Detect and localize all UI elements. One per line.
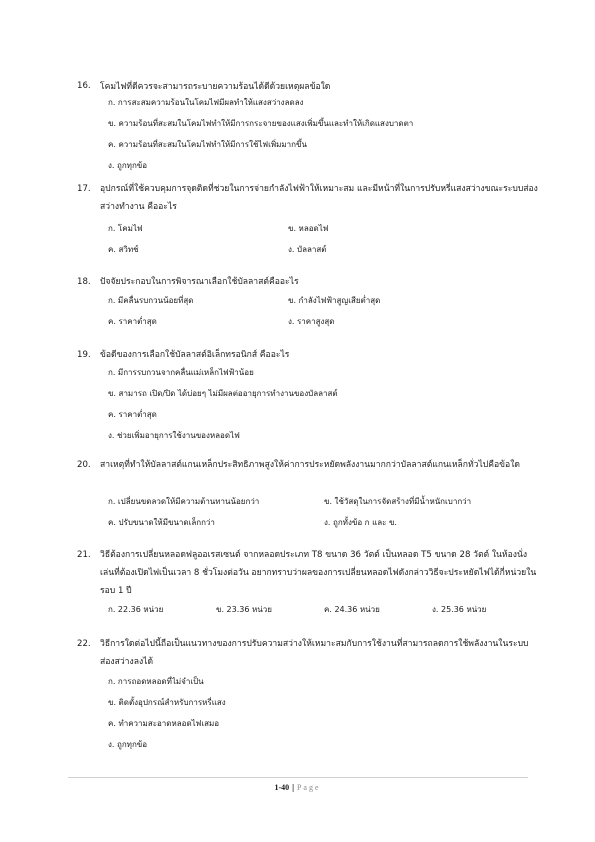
question-text: อุปกรณ์ที่ใช้ควบคุมการจุดติดที่ช่วยในการจ่ายกำลังไฟฟ้าให้เหมาะสม และมีหน้าที่ในการปรับหรี่แสงสว่างขณะระบบส่องสว่างทำงาน คืออะไร [100,184,538,212]
question-text: ข้อดีของการเลือกใช้บัลลาสต์อิเล็กทรอนิกส์ คืออะไร [100,350,290,360]
option-b: ข. ใช้วัสดุในการจัดสร้างที่มีน้ำหนักเบากว่า [324,497,472,506]
footer-separator: | [291,783,295,792]
option-b: ข. ความร้อนที่สะสมในโคมไฟทำให้มีการกระจายของแสงเพิ่มขึ้นและทำให้เกิดแสงบาดตา [108,119,414,128]
option-a: ก. โคมไฟ [108,224,143,233]
option-b: ข. กำลังไฟฟ้าสูญเสียต่ำสุด [288,296,381,305]
question-number: 17. [77,184,91,194]
option-d: ง. บัลลาสต์ [288,245,327,254]
option-a: ก. การสะสมความร้อนในโคมไฟมีผลทำให้แสงสว่างลดลง [108,98,304,107]
option-c: ค. ความร้อนที่สะสมในโคมไฟทำให้มีการใช้ไฟเพิ่มมากขึ้น [108,140,307,149]
question-text: วิธีการใดต่อไปนี้ถือเป็นแนวทางของการปรับความสว่างให้เหมาะสมกับการใช้งานที่สามารถลดการใช้พลังงานในระบบส่องสว่างลงได้ [100,639,529,667]
option-a: ก. การถอดหลอดที่ไม่จำเป็น [108,677,204,686]
option-d: ง. ถูกทั้งข้อ ก และ ข. [324,518,397,527]
question-number: 19. [77,350,91,360]
question-number: 21. [77,550,91,560]
footer-divider [68,777,528,778]
question-number: 18. [77,277,91,287]
question-text: วิธีต้องการเปลี่ยนหลอดฟลูออเรสเซนต์ จากหลอดประเภท T8 ขนาด 36 วัตต์ เป็นหลอด T5 ขนาด 28 วัตต์ ในห้องนั่งเล่นที่ต้องเปิดไฟเป็นเวลา 8 ชั่วโมงต่อวัน อยากทราบว่าผลของการเปลี่ยนหลอดไฟดังกล่าววิธีจะประหยัดไฟได้กี่หน่วยในรอบ 1 ปี [100,550,537,596]
option-d: ง. ช่วยเพิ่มอายุการใช้งานของหลอดไฟ [108,431,240,440]
option-a: ก. มีการรบกวนจากคลื่นแม่เหล็กไฟฟ้าน้อย [108,368,254,377]
option-c: ค. ราคาต่ำสุด [108,317,157,326]
option-b: ข. หลอดไฟ [288,224,329,233]
question-text: ปัจจัยประกอบในการพิจารณาเลือกใช้บัลลาสต์คืออะไร [100,277,299,287]
option-d: ง. ถูกทุกข้อ [108,740,148,749]
option-a: ก. 22.36 หน่วย [108,605,164,614]
question-number: 16. [77,81,91,91]
option-d: ง. ราคาสูงสุด [288,317,335,326]
question-text: โคมไฟที่ดีควรจะสามารถระบายความร้อนได้ดีด้วยเหตุผลข้อใด [100,82,331,92]
option-d: ง. ถูกทุกข้อ [108,161,148,170]
option-c: ค. ปรับขนาดให้มีขนาดเล็กกว่า [108,518,215,527]
page-label: Page [296,783,321,792]
option-c: ค. ทำความสะอาดหลอดไฟเสมอ [108,719,220,728]
option-c: ค. สวิทช์ [108,245,139,254]
question-number: 20. [77,460,91,470]
option-b: ข. ติดตั้งอุปกรณ์สำหรับการหรี่แสง [108,698,226,707]
option-c: ค. 24.36 หน่วย [324,605,380,614]
page-number: 1-40 [274,783,290,792]
option-b: ข. 23.36 หน่วย [216,605,272,614]
question-number: 22. [77,639,91,649]
question-text: สาเหตุที่ทำให้บัลลาสต์แกนเหล็กประสิทธิภาพสูงให้ค่าการประหยัดพลังงานมากกว่าบัลลาสต์แกนเหล็กทั่วไปคือข้อใด [100,460,520,470]
page-footer [0,783,595,792]
option-b: ข. สามารถ เปิด/ปิด ได้บ่อยๆ ไม่มีผลต่ออายุการทำงานของบัลลาสต์ [108,389,338,398]
option-d: ง. 25.36 หน่วย [432,605,487,614]
option-a: ก. มีคลื่นรบกวนน้อยที่สุด [108,296,194,305]
option-c: ค. ราคาต่ำสุด [108,410,157,419]
option-a: ก. เปลี่ยนขดลวดให้มีความต้านทานน้อยกว่า [108,497,260,506]
